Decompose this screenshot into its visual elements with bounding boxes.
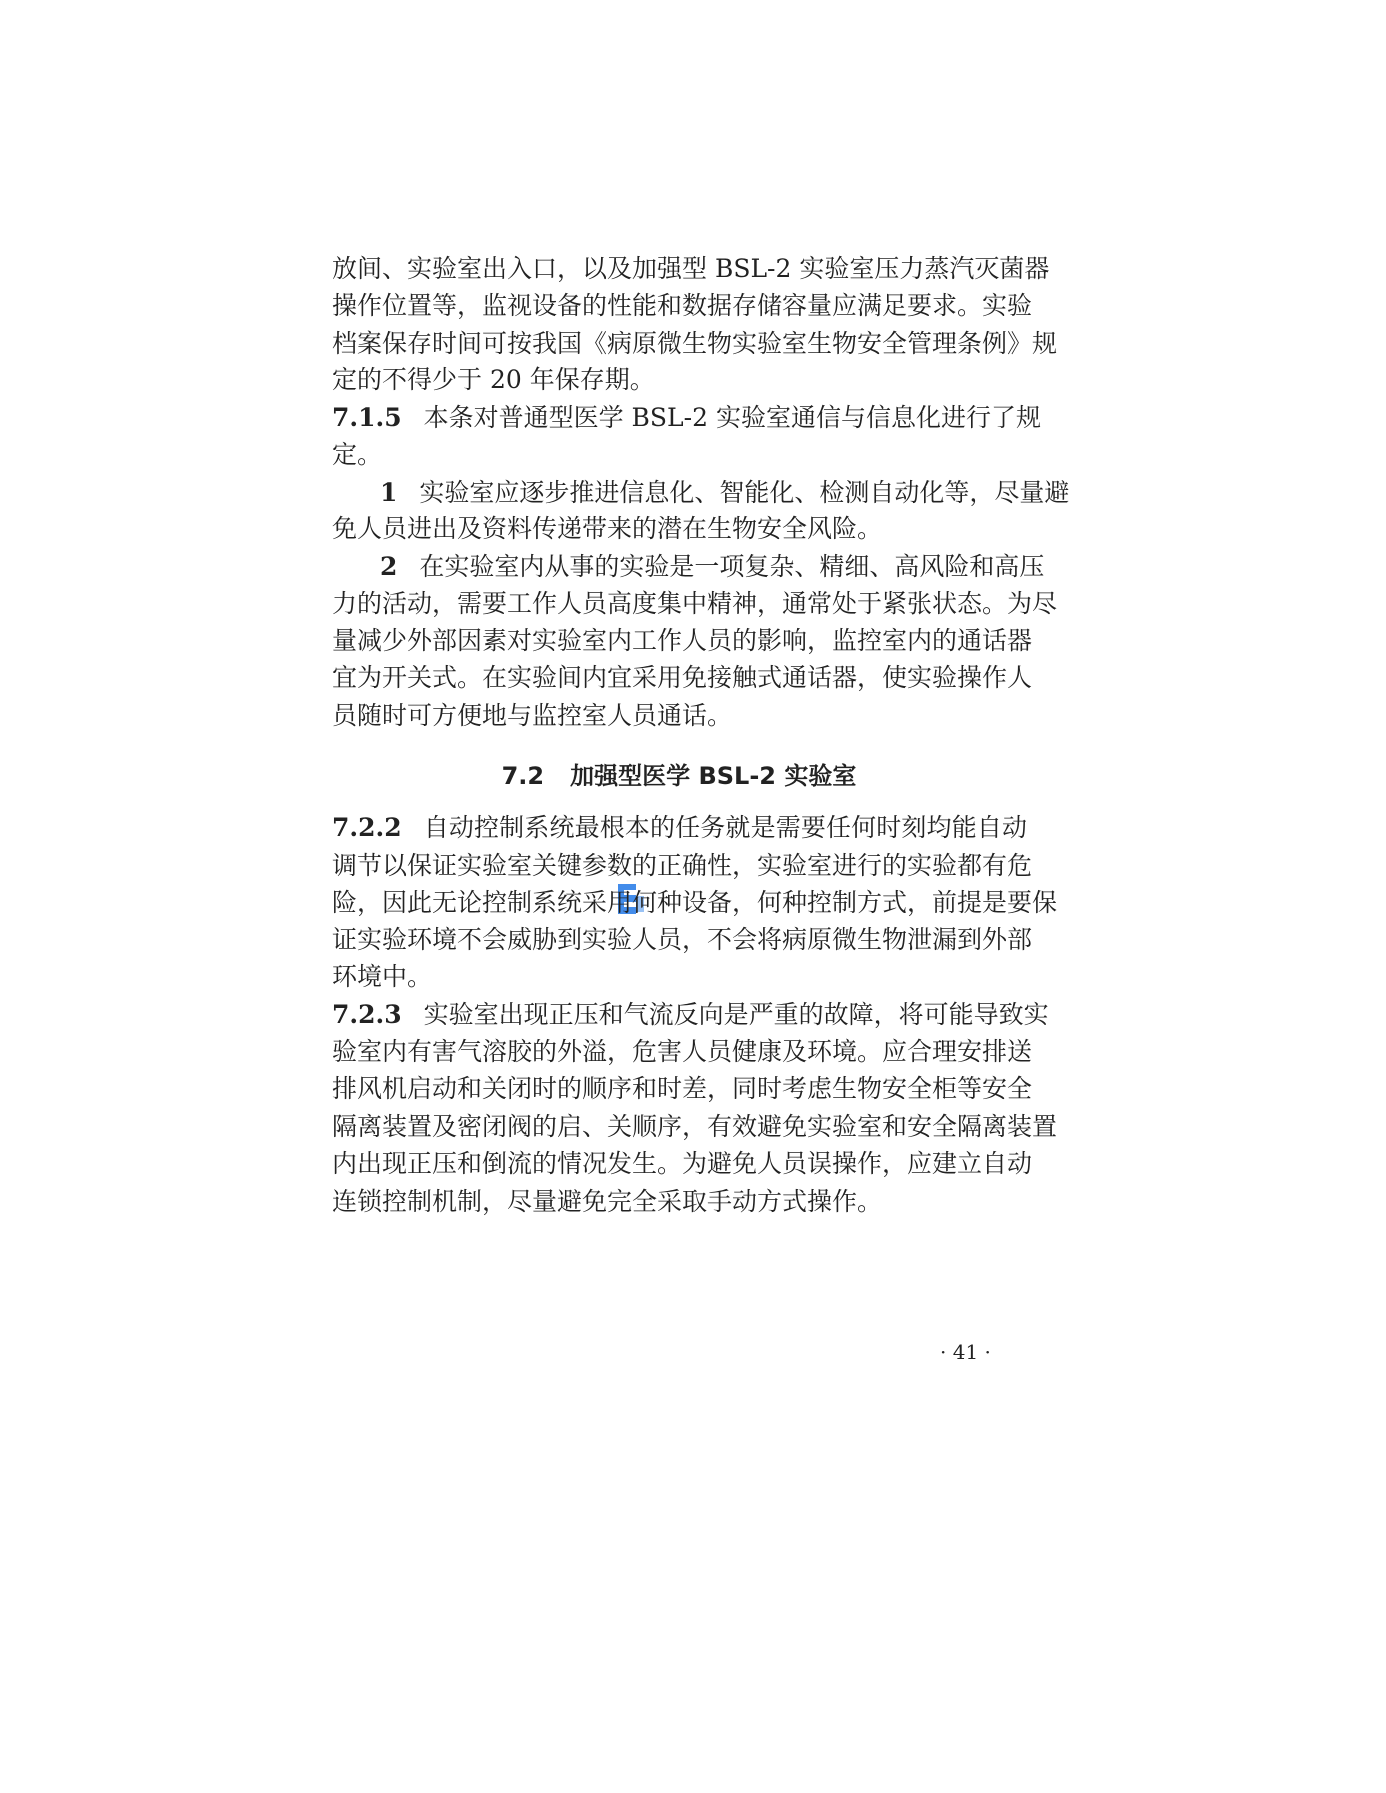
text-line: [332, 886, 1058, 920]
clause-number: 1: [380, 478, 398, 507]
line-text: 本条对普通型医学 BSL-2 实验室通信与信息化进行了规: [423, 403, 1041, 432]
line-text: 自动控制系统最根本的任务就是需要任何时刻均能自动: [423, 813, 1027, 842]
text-line: [332, 438, 1027, 472]
section-heading: [0, 756, 1358, 791]
line-text: 档案保存时间可按我国《病原微生物实验室生物安全管理条例》规: [332, 329, 1058, 358]
section-number: 7.2: [501, 762, 545, 790]
line-text: 在实验室内从事的实验是一项复杂、精细、高风险和高压: [419, 552, 1045, 581]
text-line: [332, 1110, 1058, 1144]
text-line: [332, 289, 1033, 323]
text-line: [332, 1185, 1027, 1219]
line-text: 排风机启动和关闭时的顺序和时差，同时考虑生物安全柜等安全: [332, 1074, 1033, 1103]
text-line: [332, 587, 1058, 621]
text-line: [380, 476, 1070, 510]
line-text: 验室内有害气溶胶的外溢，危害人员健康及环境。应合理安排送: [332, 1037, 1033, 1066]
line-text: 内出现正压和倒流的情况发生。为避免人员误操作，应建立自动: [332, 1149, 1033, 1178]
line-text: 证实验环境不会威胁到实验人员，不会将病原微生物泄漏到外部: [332, 925, 1033, 954]
line-text: 连锁控制机制，尽量避免完全采取手动方式操作。: [332, 1187, 883, 1216]
clause-number: 7.2.3: [332, 1000, 402, 1029]
page-number: · 41 ·: [940, 1340, 991, 1364]
line-text: 免人员进出及资料传递带来的潜在生物安全风险。: [332, 514, 883, 543]
clause-number: 7.2.2: [332, 813, 402, 842]
line-text: 调节以保证实验室关键参数的正确性，实验室进行的实验都有危: [332, 851, 1033, 880]
line-text: 隔离装置及密闭阀的启、关顺序，有效避免实验室和安全隔离装置: [332, 1112, 1058, 1141]
text-line: [332, 252, 1050, 286]
text-line: [332, 1035, 1033, 1069]
text-line: [332, 624, 1033, 658]
text-line: [332, 811, 1027, 845]
text-line: [332, 661, 1033, 695]
line-text: 力的活动，需要工作人员高度集中精神，通常处于紧张状态。为尽: [332, 589, 1058, 618]
text-line: [380, 550, 1045, 584]
text-line: [332, 363, 1027, 397]
text-line: [332, 849, 1033, 883]
text-line: [332, 327, 1058, 361]
section-title: 加强型医学 BSL-2 实验室: [570, 762, 857, 790]
text-line: [332, 1147, 1033, 1181]
clause-number: 7.1.5: [332, 403, 402, 432]
text-line: [332, 1072, 1033, 1106]
line-text: 险，因此无论控制系统采用何种设备，何种控制方式，前提是要保: [332, 888, 1058, 917]
line-text: 定。: [332, 440, 383, 469]
line-text: 员随时可方便地与监控室人员通话。: [332, 701, 733, 730]
line-text: 量减少外部因素对实验室内工作人员的影响，监控室内的通话器: [332, 626, 1033, 655]
line-text: 定的不得少于 20 年保存期。: [332, 365, 655, 394]
line-text: 放间、实验室出入口，以及加强型 BSL-2 实验室压力蒸汽灭菌器: [332, 254, 1050, 283]
text-line: [332, 998, 1049, 1032]
line-text: 宜为开关式。在实验间内宜采用免接触式通话器，使实验操作人: [332, 663, 1033, 692]
line-text: 实验室应逐步推进信息化、智能化、检测自动化等，尽量避: [419, 478, 1070, 507]
line-text: 环境中。: [332, 962, 433, 991]
clause-number: 2: [380, 552, 398, 581]
text-line: [332, 512, 1027, 546]
line-text: 操作位置等，监视设备的性能和数据存储容量应满足要求。实验: [332, 291, 1033, 320]
text-line: [332, 960, 1027, 994]
text-line: [332, 923, 1033, 957]
text-line: [332, 401, 1041, 435]
line-text: 实验室出现正压和气流反向是严重的故障，将可能导致实: [423, 1000, 1049, 1029]
text-line: [332, 699, 1027, 733]
